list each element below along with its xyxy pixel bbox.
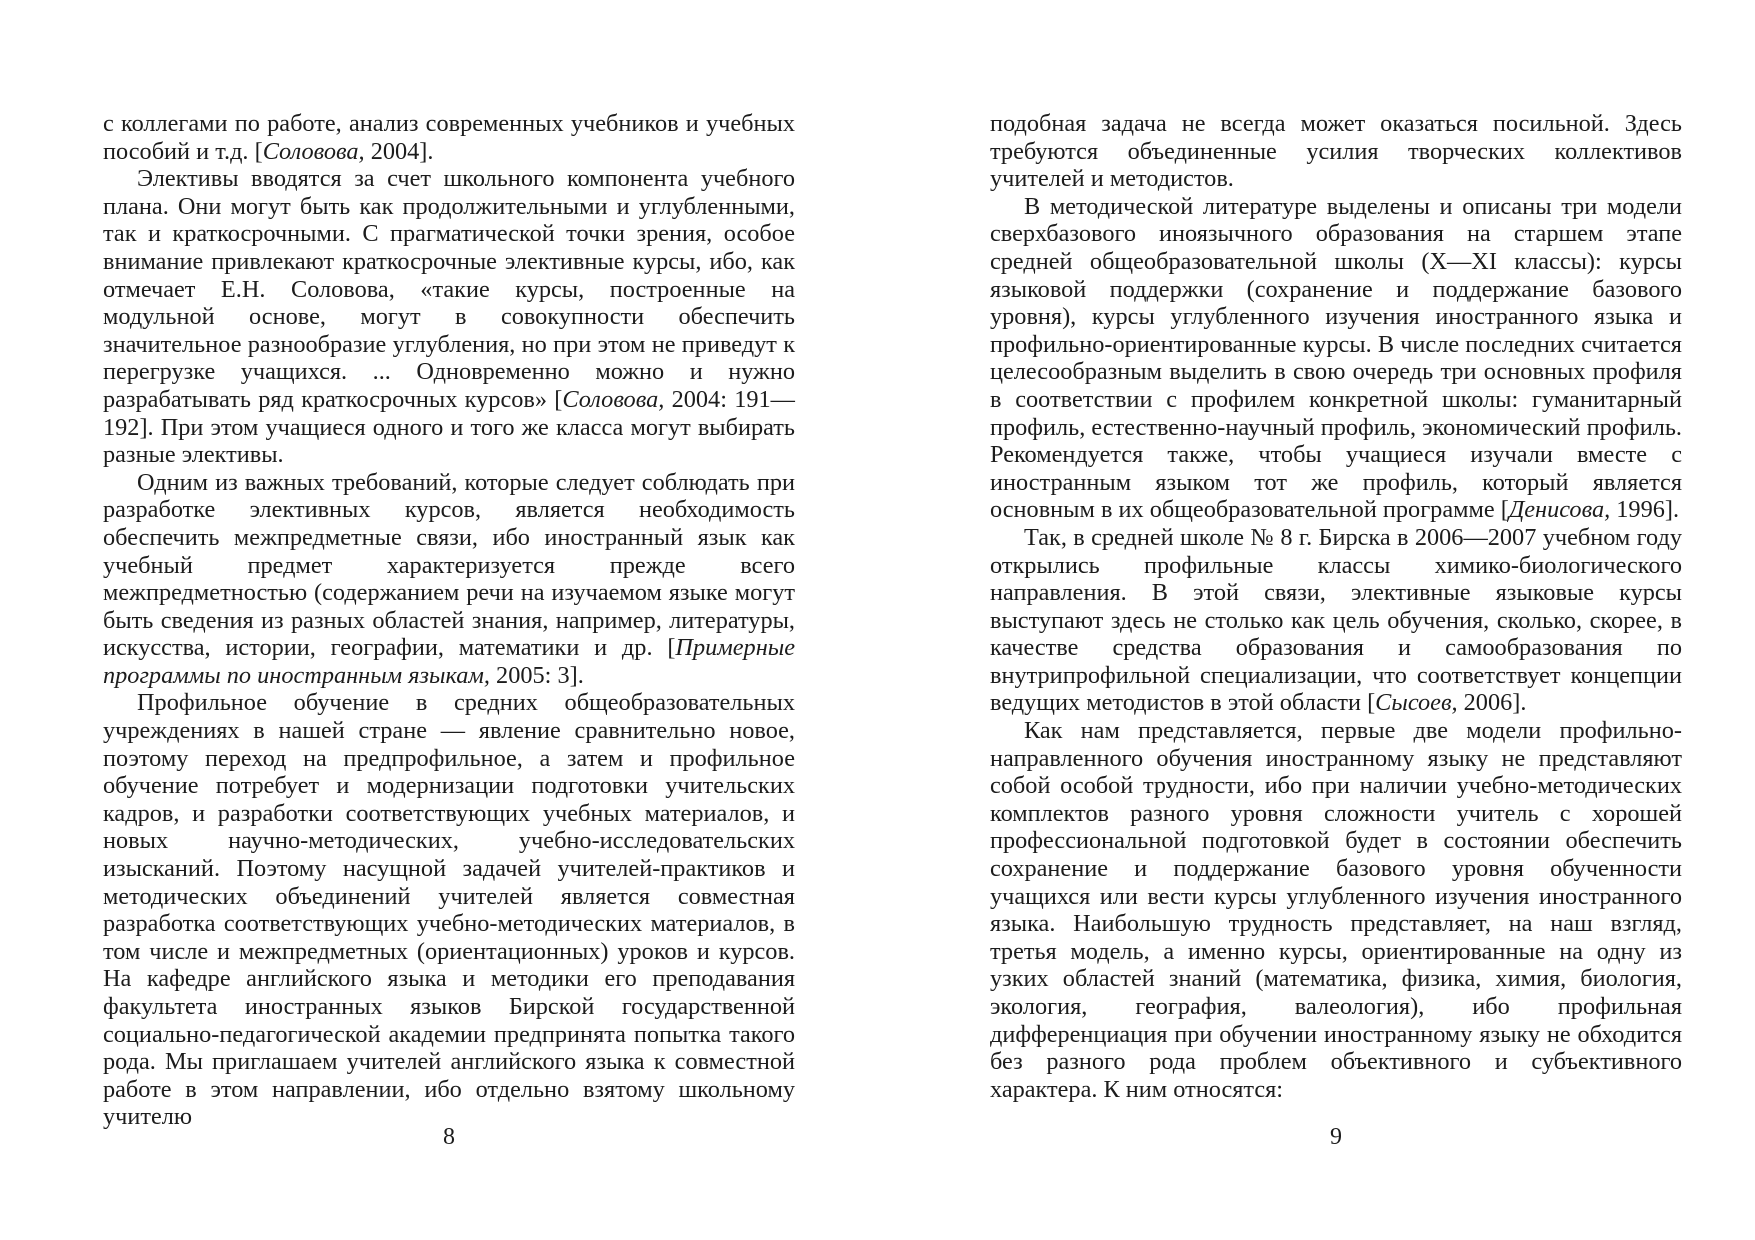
text-run: В методической литературе выделены и описаны три модели сверхбазового иноязычного образования на старшем этапе средней общеобразовательной школы (X—XI классы): курсы языковой поддержки (сохранение и поддержание базового уровня), курсы углубленного изучения иностранного языка и профильно-ориентированные курсы. В числе последних считается целесообразным выделить в свою очередь три основных профиля в соответствии с профилем конкретной школы: гуманитарный профиль, естественно-научный профиль, экономический профиль. Рекомендуется также, чтобы учащиеся изучали вместе с иностранным языком тот же профиль, который является основным в их общеобразовательной программе [ bbox=[990, 192, 1682, 524]
text-run: 2005: 3]. bbox=[489, 661, 584, 689]
text-run: с коллегами по работе, анализ современных учебников и учебных пособий и т.д. [ bbox=[103, 110, 795, 165]
left-page-text bbox=[103, 110, 795, 1131]
paragraph bbox=[990, 193, 1682, 524]
citation-italic: Соловова, bbox=[262, 137, 365, 165]
text-run: 1996]. bbox=[1610, 496, 1680, 524]
paragraph bbox=[103, 110, 795, 165]
citation-italic: Сысоев, bbox=[1375, 689, 1458, 717]
text-run: подобная задача не всегда может оказаться посильной. Здесь требуются объединенные усилия творческих коллективов учителей и методистов. bbox=[990, 110, 1682, 193]
left-page bbox=[103, 110, 795, 1170]
left-page-number: 8 bbox=[443, 1124, 455, 1150]
paragraph bbox=[103, 165, 795, 469]
citation-italic: Примерные программы по иностранным языкам, bbox=[103, 634, 795, 689]
text-run: Так, в средней школе № 8 г. Бирска в 2006—2007 учебном году открылись профильные классы химико-биологического направления. В этой связи, элективные языковые курсы выступают здесь не столько как цель обучения, сколько, скорее, в качестве средства образования и самообразования по внутрипрофильной специализации, что соответствует концепции ведущих методистов в этой области [ bbox=[990, 523, 1682, 717]
paragraph bbox=[990, 110, 1682, 193]
text-run: Одним из важных требований, которые следует соблюдать при разработке элективных курсов, является необходимость обеспечить межпредметные связи, ибо иностранный язык как учебный предмет характеризуется прежде всего межпредметностью (содержанием речи на изучаемом языке могут быть сведения из разных областей знания, например, литературы, искусства, истории, географии, математики и др. [ bbox=[103, 468, 795, 662]
text-run: Профильное обучение в средних общеобразовательных учреждениях в нашей стране — явление сравнительно новое, поэтому переход на предпрофильное, а затем и профильное обучение потребует и модернизации подготовки учительских кадров, и разработки соответствующих учебных материалов, и новых научно-методических, учебно-исследовательских изысканий. Поэтому насущной задачей учителей-практиков и методических объединений учителей является совместная разработка соответствующих учебно-методических материалов, в том числе и межпредметных (ориентационных) уроков и курсов. На кафедре английского языка и методики его преподавания факультета иностранных языков Бирской государственной социально-педагогической академии предпринята попытка такого рода. Мы приглашаем учителей английского языка к совместной работе в этом направлении, ибо отдельно взятому школьному учителю bbox=[103, 689, 795, 1131]
right-page bbox=[990, 110, 1682, 1170]
paragraph bbox=[103, 689, 795, 1131]
citation-italic: Соловова, bbox=[562, 385, 665, 413]
text-run: 2006]. bbox=[1457, 689, 1527, 717]
paragraph bbox=[990, 717, 1682, 1103]
text-run: Элективы вводятся за счет школьного компонента учебного плана. Они могут быть как продолжительными и углубленными, так и краткосрочными. С прагматической точки зрения, особое внимание привлекают краткосрочные элективные курсы, ибо, как отмечает Е.Н. Соловова, «такие курсы, построенные на модульной основе, могут в совокупности обеспечить значительное разнообразие углубления, но при этом не приведут к перегрузке учащихся. ... Одновременно можно и нужно разрабатывать ряд краткосрочных курсов» [ bbox=[103, 165, 795, 413]
right-page-number: 9 bbox=[1330, 1124, 1342, 1150]
citation-italic: Денисова, bbox=[1508, 496, 1611, 524]
right-page-text bbox=[990, 110, 1682, 1103]
text-run: Как нам представляется, первые две модели профильно-направленного обучения иностранному языку не представляют собой особой трудности, ибо при наличии учебно-методических комплектов разного уровня сложности учитель с хорошей профессиональной подготовкой будет в состоянии обеспечить сохранение и поддержание базового уровня обученности учащихся или вести курсы углубленного изучения иностранного языка. Наибольшую трудность представляет, на наш взгляд, третья модель, а именно курсы, ориентированные на одну из узких областей знаний (математика, физика, химия, биология, экология, география, валеология), ибо профильная дифференциация при обучении иностранному языку не обходится без разного рода проблем объективного и субъективного характера. К ним относятся: bbox=[990, 717, 1682, 1103]
paragraph bbox=[990, 524, 1682, 717]
text-run: 2004: 191—192]. При этом учащиеся одного и того же класса могут выбирать разные элективы. bbox=[103, 385, 795, 469]
text-run: 2004]. bbox=[364, 137, 434, 165]
paragraph bbox=[103, 469, 795, 690]
